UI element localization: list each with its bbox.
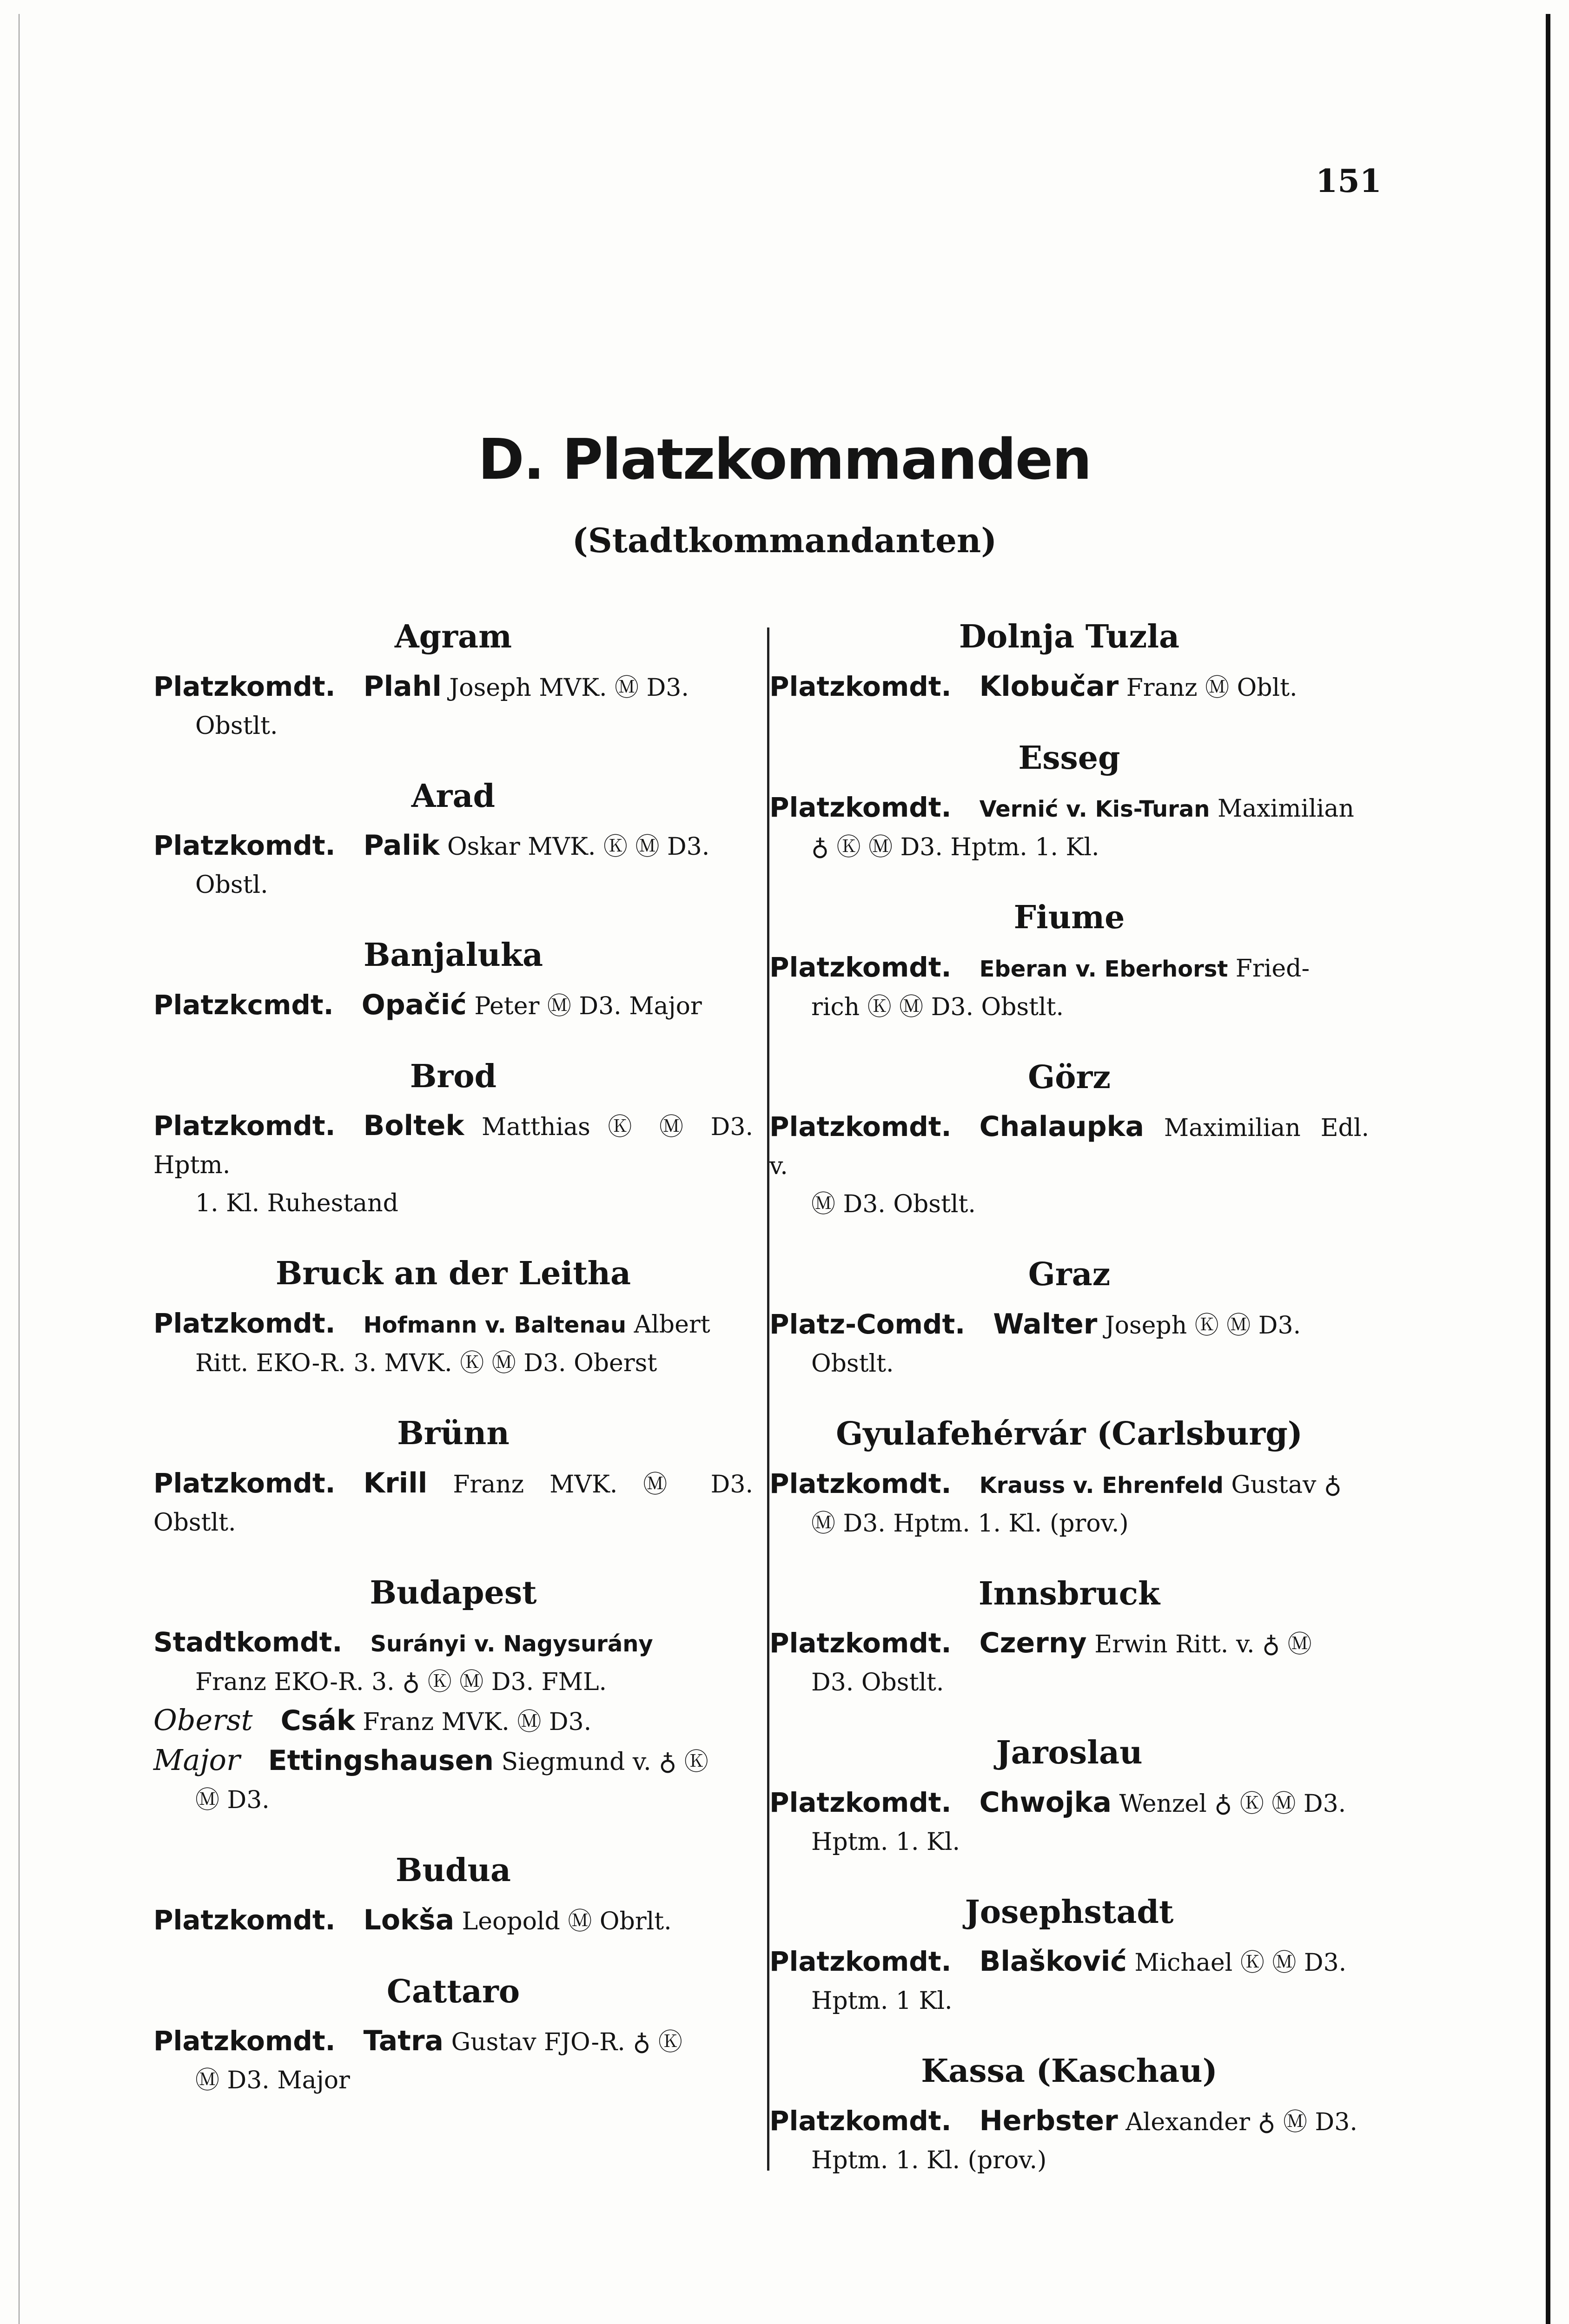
entry-role: Platzkomdt. [769, 1111, 952, 1143]
entry-details: Siegmund v. ♁ Ⓚ [493, 1748, 708, 1776]
city-section [769, 739, 1369, 867]
entry-details: Franz MVK. Ⓜ D3. [355, 1708, 592, 1736]
city-heading: Banjaluka [363, 937, 543, 974]
entry-name: Tatra [363, 2025, 444, 2058]
entry-details: Michael Ⓚ Ⓜ D3. [1126, 1949, 1347, 1977]
entry-continuation: ♁ Ⓚ Ⓜ D3. Hptm. 1. Kl. [811, 833, 1099, 862]
city-heading: Cattaro [386, 1973, 520, 2010]
entry-role: Platzkomdt. [769, 792, 952, 824]
directory-entry [769, 1465, 1369, 1505]
directory-entry [153, 1901, 753, 1941]
left-column [153, 618, 753, 2132]
city-heading: Budapest [370, 1574, 537, 1611]
entry-continuation: Ⓜ D3. Hptm. 1. Kl. (prov.) [811, 1509, 1129, 1538]
city-section [769, 1059, 1369, 1224]
city-section [769, 1894, 1369, 2020]
city-heading: Brünn [397, 1414, 510, 1452]
entry-role: Platzkomdt. [769, 1627, 952, 1659]
entry-continuation: Ritt. EKO-R. 3. MVK. Ⓚ Ⓜ D3. Oberst [195, 1349, 657, 1377]
city-section [153, 1415, 753, 1542]
entry-continuation: Hptm. 1 Kl. [811, 1987, 953, 2015]
entry-role: Platzkomdt. [153, 1904, 336, 1936]
entry-role: Platz-Comdt. [769, 1308, 966, 1340]
right-column [769, 618, 1369, 2212]
entry-details: Gustav ♁ [1223, 1471, 1342, 1499]
city-section [769, 1415, 1369, 1543]
directory-entry [153, 826, 753, 866]
directory-entry [769, 1783, 1369, 1823]
city-heading: Agram [394, 618, 512, 655]
entry-details: Wenzel ♁ Ⓚ Ⓜ D3. [1111, 1789, 1346, 1818]
city-section [769, 618, 1369, 707]
entry-role: Oberst [153, 1703, 253, 1737]
directory-entry [769, 1942, 1369, 1982]
directory-entry [153, 1304, 753, 1344]
city-section [769, 2053, 1369, 2179]
directory-entry [769, 667, 1369, 707]
entry-name: Csák [280, 1704, 355, 1737]
entry-continuation: Ⓜ D3. [195, 1786, 270, 1815]
city-section [769, 899, 1369, 1026]
city-heading: Görz [1028, 1058, 1111, 1096]
entry-name: Chalaupka [979, 1110, 1144, 1143]
entry-details: Albert [626, 1310, 710, 1339]
entry-continuation: Hptm. 1. Kl. (prov.) [811, 2146, 1047, 2174]
entry-role: Platzkomdt. [769, 951, 952, 983]
entry-continuation: Ⓜ D3. Major [195, 2067, 350, 2095]
entry-role: Platzkomdt. [153, 1110, 336, 1142]
page-number: 151 [1316, 163, 1382, 200]
city-section [153, 1058, 753, 1223]
entry-details: Oskar MVK. Ⓚ Ⓜ D3. [439, 833, 710, 861]
directory-entry [769, 1624, 1369, 1664]
city-heading: Budua [396, 1852, 511, 1889]
entry-details: Joseph Ⓚ Ⓜ D3. [1097, 1311, 1301, 1340]
city-heading: Fiume [1013, 899, 1125, 937]
city-heading: Brod [410, 1057, 497, 1095]
entry-name: Eberan v. Eberhorst [979, 956, 1228, 982]
entry-name: Chwojka [979, 1786, 1112, 1819]
entry-role: Platzkomdt. [769, 1946, 952, 1978]
city-section [153, 1574, 753, 1820]
entry-continuation: rich Ⓚ Ⓜ D3. Obstlt. [811, 993, 1064, 1021]
entry-continuation: D3. Obstlt. [811, 1669, 944, 1697]
entry-role: Platzkomdt. [153, 1307, 336, 1339]
entry-details: Maximilian [1210, 795, 1354, 823]
city-section [153, 778, 753, 905]
entry-role: Platzkomdt. [769, 1467, 952, 1499]
city-heading: Esseg [1018, 739, 1120, 777]
entry-name: Lokša [363, 1903, 455, 1936]
directory-entry [769, 948, 1369, 988]
directory-entry [153, 667, 753, 707]
city-section [769, 1734, 1369, 1861]
city-section [153, 618, 753, 745]
directory-entry [769, 2102, 1369, 2141]
city-heading: Jaroslau [996, 1734, 1143, 1772]
city-heading: Innsbruck [978, 1575, 1160, 1612]
entry-name: Czerny [979, 1627, 1087, 1660]
directory-entry [153, 1464, 753, 1542]
directory-entry [153, 986, 753, 1025]
entry-details: Franz Ⓜ Oblt. [1119, 673, 1298, 702]
entry-details: Maximilian Edl. v. [769, 1114, 1369, 1181]
entry-name: Herbster [979, 2104, 1118, 2137]
entry-continuation: Ⓜ D3. Obstlt. [811, 1190, 976, 1219]
entry-continuation: Obstl. [195, 871, 268, 899]
directory-entry [769, 788, 1369, 828]
city-section [153, 1255, 753, 1382]
entry-name: Surányi v. Nagysurány [370, 1631, 653, 1657]
entry-role: Platzkomdt. [769, 1786, 952, 1818]
entry-role: Platzkomdt. [153, 1467, 336, 1499]
city-section [769, 1575, 1369, 1702]
directory-entry [153, 1623, 753, 1663]
directory-entry [769, 1108, 1369, 1185]
entry-name: Hofmann v. Baltenau [363, 1312, 627, 1338]
entry-name: Palik [363, 829, 440, 862]
city-section [153, 1973, 753, 2100]
entry-name: Krill [363, 1466, 428, 1499]
city-heading: Bruck an der Leitha [275, 1255, 631, 1293]
entry-name: Blašković [979, 1945, 1127, 1978]
entry-details: Franz MVK. Ⓜ D3. Obstlt. [153, 1470, 753, 1537]
directory-entry [153, 1701, 753, 1741]
city-section [153, 1852, 753, 1941]
city-heading: Graz [1028, 1256, 1111, 1294]
city-heading: Arad [411, 777, 496, 815]
entry-role: Major [153, 1743, 240, 1777]
city-heading: Dolnja Tuzla [959, 618, 1180, 655]
directory-entry [153, 2022, 753, 2061]
directory-entry [153, 1107, 753, 1184]
entry-role: Platzkomdt. [769, 670, 952, 702]
entry-continuation: Obstlt. [811, 1349, 894, 1378]
page-title: D. Platzkommanden [478, 428, 1091, 492]
entry-name: Krauss v. Ehrenfeld [979, 1472, 1224, 1499]
entry-details: Peter Ⓜ D3. Major [466, 992, 702, 1020]
entry-role: Platzkomdt. [153, 830, 336, 862]
city-section [153, 937, 753, 1025]
entry-details: Alexander ♁ Ⓜ D3. [1118, 2108, 1357, 2136]
entry-continuation: Hptm. 1. Kl. [811, 1828, 960, 1856]
entry-details: Gustav FJO-R. ♁ Ⓚ [444, 2028, 682, 2057]
entry-name: Ettingshausen [268, 1744, 494, 1777]
entry-role: Platzkomdt. [769, 2105, 952, 2137]
page-subtitle: (Stadtkommandanten) [572, 521, 997, 560]
entry-details: Matthias Ⓚ Ⓜ D3. Hptm. [153, 1113, 753, 1180]
entry-name: Plahl [363, 670, 442, 703]
entry-name: Opačić [361, 988, 467, 1021]
city-heading: Gyulafehérvár (Carlsburg) [836, 1415, 1303, 1452]
entry-continuation: Obstlt. [195, 712, 278, 740]
entry-role: Platzkomdt. [153, 2025, 336, 2057]
entry-name: Walter [993, 1307, 1098, 1340]
entry-continuation: Franz EKO-R. 3. ♁ Ⓚ Ⓜ D3. FML. [195, 1668, 607, 1697]
directory-entry [153, 1741, 753, 1781]
entry-role: Platzkcmdt. [153, 989, 334, 1021]
directory-entry [769, 1305, 1369, 1345]
entry-details: Leopold Ⓜ Obrlt. [454, 1907, 672, 1935]
city-heading: Kassa (Kaschau) [921, 2053, 1218, 2090]
entry-role: Platzkomdt. [153, 670, 336, 702]
entry-details: Erwin Ritt. v. ♁ Ⓜ [1086, 1631, 1312, 1659]
entry-role: Stadtkomdt. [153, 1626, 343, 1658]
entry-name: Vernić v. Kis-Turan [979, 796, 1210, 823]
entry-name: Klobučar [979, 670, 1119, 703]
city-section [769, 1256, 1369, 1383]
entry-details: Fried- [1228, 954, 1310, 983]
entry-name: Boltek [363, 1109, 464, 1142]
entry-details: Joseph MVK. Ⓜ D3. [441, 673, 689, 702]
entry-continuation: 1. Kl. Ruhestand [195, 1189, 398, 1218]
city-heading: Josephstadt [965, 1893, 1174, 1931]
